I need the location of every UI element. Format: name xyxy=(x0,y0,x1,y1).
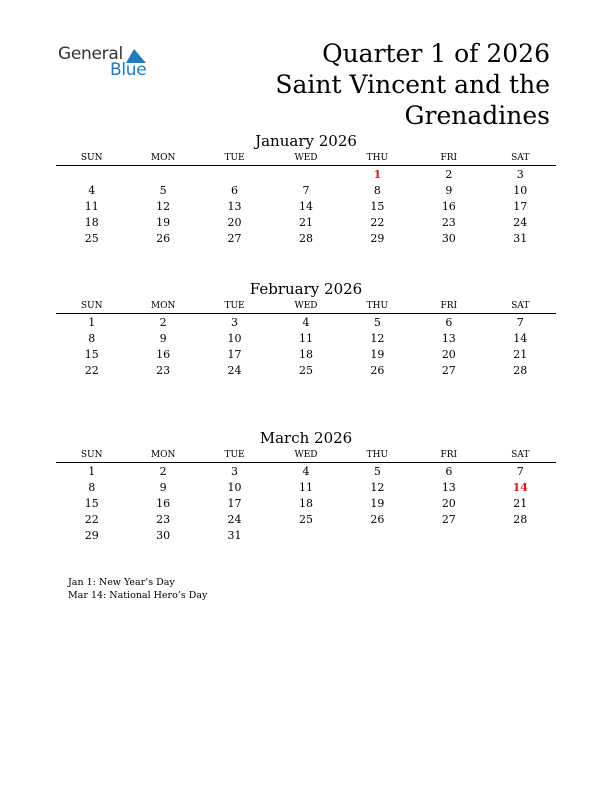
weekday-header: SUN xyxy=(80,301,103,311)
day-cell: 18 xyxy=(298,348,313,361)
day-cell: 10 xyxy=(227,481,242,494)
weekday-header-row xyxy=(56,300,556,314)
weekday-header: THU xyxy=(366,450,389,460)
day-cell: 26 xyxy=(370,364,385,377)
weekday-header: WED xyxy=(294,301,318,311)
day-cell: 26 xyxy=(156,232,171,245)
day-cell: 4 xyxy=(302,316,310,329)
empty-day-cell xyxy=(270,167,341,183)
weekday-header-row xyxy=(56,449,556,463)
day-cell: 18 xyxy=(84,216,99,229)
day-cell: 18 xyxy=(298,497,313,510)
day-cell: 21 xyxy=(513,348,528,361)
weekday-header: MON xyxy=(150,301,176,311)
day-cell: 22 xyxy=(370,216,385,229)
month-january xyxy=(56,132,556,247)
day-cell: 7 xyxy=(516,316,524,329)
month-march xyxy=(56,429,556,544)
day-cell: 3 xyxy=(516,168,524,181)
month-february xyxy=(56,280,556,379)
weekday-header: WED xyxy=(294,450,318,460)
day-cell: 14 xyxy=(512,481,528,494)
empty-day-cell xyxy=(56,167,127,183)
week-row xyxy=(56,512,556,528)
day-cell: 17 xyxy=(513,200,528,213)
day-cell: 1 xyxy=(373,168,382,181)
day-cell: 17 xyxy=(227,497,242,510)
day-cell: 6 xyxy=(445,465,453,478)
week-row xyxy=(56,166,556,183)
weekday-header-row xyxy=(56,152,556,166)
day-cell: 9 xyxy=(445,184,453,197)
logo xyxy=(58,44,158,84)
day-cell: 5 xyxy=(159,184,167,197)
logo-text-general: General xyxy=(58,44,123,64)
week-row xyxy=(56,231,556,247)
day-cell: 24 xyxy=(513,216,528,229)
day-cell: 22 xyxy=(84,364,99,377)
day-cell: 28 xyxy=(298,232,313,245)
day-cell: 30 xyxy=(156,529,171,542)
week-row xyxy=(56,314,556,331)
week-row xyxy=(56,199,556,215)
week-row xyxy=(56,347,556,363)
weekday-header: SAT xyxy=(511,153,530,163)
day-cell: 19 xyxy=(370,497,385,510)
day-cell: 8 xyxy=(373,184,381,197)
day-cell: 28 xyxy=(513,364,528,377)
day-cell: 31 xyxy=(227,529,242,542)
day-cell: 23 xyxy=(156,364,171,377)
day-cell: 27 xyxy=(227,232,242,245)
day-cell: 17 xyxy=(227,348,242,361)
week-row xyxy=(56,496,556,512)
day-cell: 20 xyxy=(441,497,456,510)
day-cell: 14 xyxy=(513,332,528,345)
day-cell: 29 xyxy=(84,529,99,542)
day-cell: 20 xyxy=(441,348,456,361)
day-cell: 6 xyxy=(445,316,453,329)
day-cell: 8 xyxy=(88,332,96,345)
day-cell: 30 xyxy=(441,232,456,245)
holiday-note: Mar 14: National Hero’s Day xyxy=(68,590,208,601)
day-cell: 19 xyxy=(156,216,171,229)
day-cell: 27 xyxy=(441,364,456,377)
title-line-2: Saint Vincent and the xyxy=(275,70,550,99)
week-row xyxy=(56,480,556,496)
day-cell: 24 xyxy=(227,364,242,377)
weekday-header: FRI xyxy=(440,450,458,460)
weekday-header: THU xyxy=(366,301,389,311)
day-cell: 6 xyxy=(231,184,239,197)
day-cell: 2 xyxy=(159,316,167,329)
day-cell: 5 xyxy=(373,316,381,329)
weekday-header: SAT xyxy=(511,450,530,460)
month-title: January 2026 xyxy=(255,132,357,150)
day-cell: 9 xyxy=(159,481,167,494)
day-cell: 16 xyxy=(441,200,456,213)
weekday-header: TUE xyxy=(224,301,245,311)
day-cell: 10 xyxy=(227,332,242,345)
week-row xyxy=(56,331,556,347)
day-cell: 11 xyxy=(84,200,99,213)
week-row xyxy=(56,183,556,199)
day-cell: 12 xyxy=(370,332,385,345)
page-title xyxy=(190,38,550,131)
day-cell: 25 xyxy=(298,513,313,526)
day-cell: 14 xyxy=(298,200,313,213)
day-cell: 11 xyxy=(298,481,313,494)
day-cell: 31 xyxy=(513,232,528,245)
weekday-header: MON xyxy=(150,153,176,163)
day-cell: 7 xyxy=(302,184,310,197)
day-cell: 16 xyxy=(156,348,171,361)
day-cell: 21 xyxy=(298,216,313,229)
day-cell: 23 xyxy=(156,513,171,526)
title-line-1: Quarter 1 of 2026 xyxy=(322,39,550,68)
weekday-header: TUE xyxy=(224,153,245,163)
day-cell: 13 xyxy=(441,332,456,345)
week-row xyxy=(56,363,556,379)
day-cell: 19 xyxy=(370,348,385,361)
weekday-header: WED xyxy=(294,153,318,163)
empty-day-cell xyxy=(485,528,556,544)
logo-text-blue: Blue xyxy=(110,60,147,80)
day-cell: 23 xyxy=(441,216,456,229)
holiday-notes xyxy=(68,576,207,602)
day-cell: 28 xyxy=(513,513,528,526)
day-cell: 29 xyxy=(370,232,385,245)
day-cell: 13 xyxy=(227,200,242,213)
title-line-3: Grenadines xyxy=(404,101,550,130)
day-cell: 1 xyxy=(88,316,96,329)
day-cell: 2 xyxy=(445,168,453,181)
week-row xyxy=(56,215,556,231)
empty-day-cell xyxy=(342,528,413,544)
weekday-header: FRI xyxy=(440,153,458,163)
day-cell: 25 xyxy=(84,232,99,245)
day-cell: 16 xyxy=(156,497,171,510)
day-cell: 27 xyxy=(441,513,456,526)
day-cell: 8 xyxy=(88,481,96,494)
day-cell: 21 xyxy=(513,497,528,510)
day-cell: 12 xyxy=(156,200,171,213)
day-cell: 3 xyxy=(231,465,239,478)
day-cell: 12 xyxy=(370,481,385,494)
day-cell: 3 xyxy=(231,316,239,329)
week-row xyxy=(56,463,556,480)
weekday-header: SUN xyxy=(80,450,103,460)
month-title: February 2026 xyxy=(249,280,363,298)
weekday-header: MON xyxy=(150,450,176,460)
day-cell: 11 xyxy=(298,332,313,345)
holiday-note: Jan 1: New Year’s Day xyxy=(68,577,175,588)
weekday-header: SUN xyxy=(80,153,103,163)
empty-day-cell xyxy=(199,167,270,183)
day-cell: 4 xyxy=(88,184,96,197)
empty-day-cell xyxy=(270,528,341,544)
day-cell: 24 xyxy=(227,513,242,526)
day-cell: 22 xyxy=(84,513,99,526)
weekday-header: TUE xyxy=(224,450,245,460)
day-cell: 25 xyxy=(298,364,313,377)
day-cell: 5 xyxy=(373,465,381,478)
month-title: March 2026 xyxy=(259,429,353,447)
day-cell: 20 xyxy=(227,216,242,229)
empty-day-cell xyxy=(413,528,484,544)
day-cell: 2 xyxy=(159,465,167,478)
day-cell: 15 xyxy=(370,200,385,213)
day-cell: 9 xyxy=(159,332,167,345)
day-cell: 26 xyxy=(370,513,385,526)
day-cell: 15 xyxy=(84,348,99,361)
day-cell: 13 xyxy=(441,481,456,494)
week-row xyxy=(56,528,556,544)
day-cell: 1 xyxy=(88,465,96,478)
weekday-header: THU xyxy=(366,153,389,163)
day-cell: 15 xyxy=(84,497,99,510)
weekday-header: SAT xyxy=(511,301,530,311)
weekday-header: FRI xyxy=(440,301,458,311)
day-cell: 10 xyxy=(513,184,528,197)
day-cell: 7 xyxy=(516,465,524,478)
empty-day-cell xyxy=(127,167,198,183)
day-cell: 4 xyxy=(302,465,310,478)
